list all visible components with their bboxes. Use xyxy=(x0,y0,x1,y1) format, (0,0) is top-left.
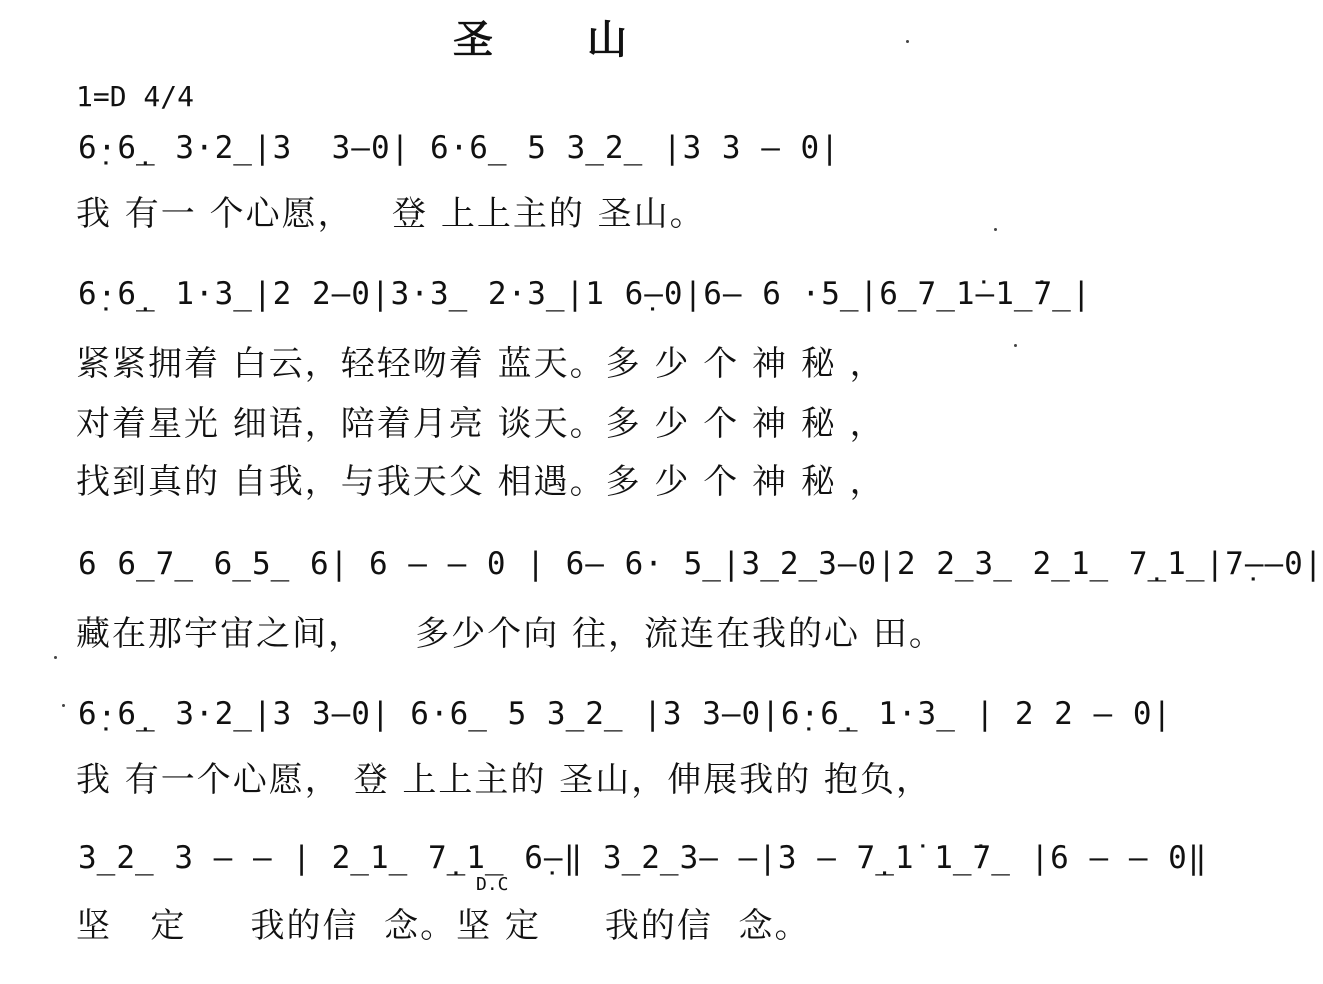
lyric-line-5: 坚 定 我的信 念。坚 定 我的信 念。 xyxy=(76,906,811,946)
lyric-line-2c: 找到真的 自我，与我天父 相遇。多 少 个 神 秘 ， xyxy=(76,462,886,502)
scan-speck xyxy=(994,228,997,231)
notation-line-4: 6̣·6̣̲ 3·2̲|3 3–0| 6·6̲ 5 3̲2̲ |3 3–0|6̣·6̣̲ 1·3̲ | 2 2 – 0| xyxy=(78,696,1173,732)
notation-line-2: 6̣·6̣̲ 1·3̲|2 2–0|3·3̲ 2·3̲|1 6̣–0|6– 6 ·5̲|6̲7̲1̇–1̲̇7̲| xyxy=(78,276,1092,312)
key-signature: 1=D 4/4 xyxy=(76,80,195,113)
lyric-line-1: 我 有一 个心愿， 登 上上主的 圣山。 xyxy=(76,194,706,234)
scan-speck xyxy=(54,656,57,659)
lyric-line-2b: 对着星光 细语，陪着月亮 谈天。多 少 个 神 秘 ， xyxy=(76,404,886,444)
lyric-line-3: 藏在那宇宙之间， 多少个向 往，流连在我的心 田。 xyxy=(76,614,945,654)
scan-speck xyxy=(62,704,65,707)
scan-speck xyxy=(1014,344,1017,347)
da-capo-mark: D.C xyxy=(476,874,509,895)
lyric-line-4: 我 有一个心愿， 登 上上主的 圣山，伸展我的 抱负， xyxy=(76,760,933,800)
lyric-line-2a: 紧紧拥着 白云，轻轻吻着 蓝天。多 少 个 神 秘 ， xyxy=(76,344,886,384)
song-title: 圣 山 xyxy=(453,16,667,63)
notation-line-3: 6 6̲7̲ 6̲5̲ 6| 6 – – 0 | 6– 6· 5̲|3̲2̲3–0|2 2̲3̲ 2̲1̲ 7̣̲1̲|7̣––0| xyxy=(78,546,1323,582)
notation-line-5: 3̲2̲ 3 – – | 2̲1̲ 7̣̲1̲ 6̣–‖ 3̲2̲3– –|3 – 7̣̲1̇ 1̲̇7̲ |6 – – 0‖ xyxy=(78,840,1208,876)
scan-speck xyxy=(906,40,909,43)
notation-line-1: 6̣·6̣̲ 3·2̲|3 3–0| 6·6̲ 5 3̲2̲ |3 3 – 0| xyxy=(78,130,840,166)
